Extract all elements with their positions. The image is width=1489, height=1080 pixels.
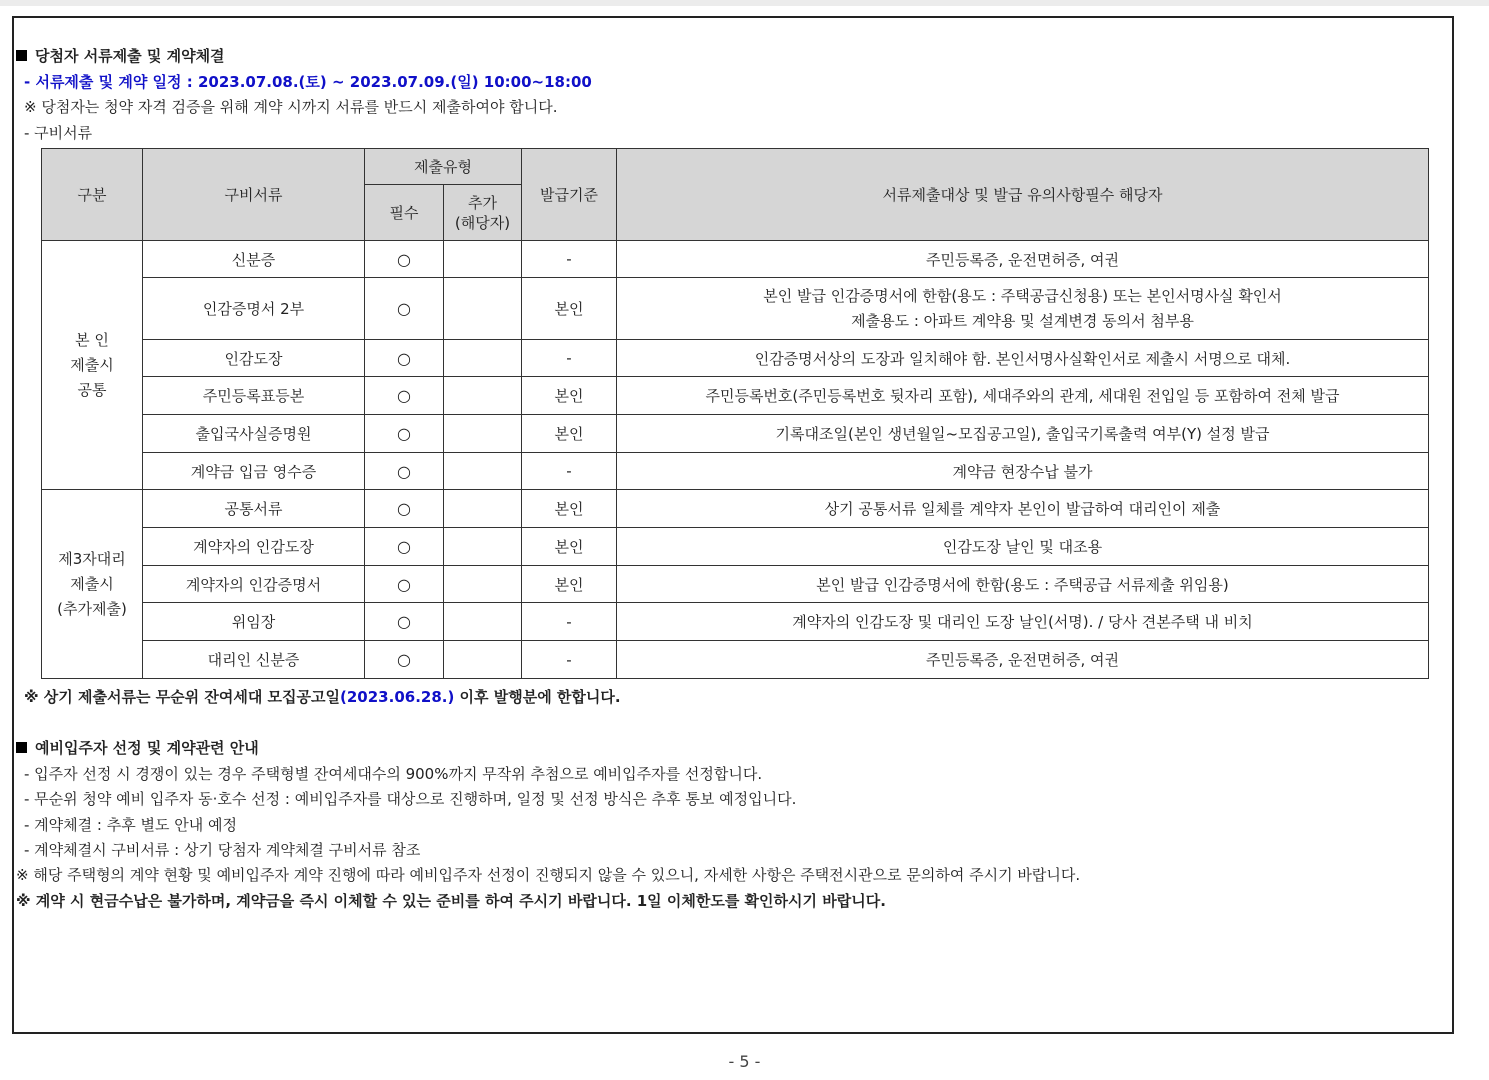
schedule-line: - 서류제출 및 계약 일정 : 2023.07.08.(토) ~ 2023.07.09.(일) 10:00~18:00 <box>24 73 592 91</box>
required-mark: ○ <box>365 641 444 679</box>
header-additional: 추가 (해당자) <box>444 185 522 241</box>
issuance-cell: 본인 <box>522 566 617 603</box>
page-number: - 5 - <box>728 1052 761 1071</box>
issuance-cell: - <box>522 241 617 278</box>
required-mark: ○ <box>365 603 444 641</box>
footnote-date: (2023.06.28.) <box>340 688 455 706</box>
footnote-text-end: 이후 발행분에 한합니다. <box>454 688 621 706</box>
additional-cell <box>444 415 522 453</box>
additional-cell <box>444 641 522 679</box>
table-row <box>42 641 1429 679</box>
header-required: 필수 <box>365 185 444 241</box>
issuance-cell: 본인 <box>522 528 617 566</box>
required-mark: ○ <box>365 453 444 490</box>
header-notes: 서류제출대상 및 발급 유의사항필수 해당자 <box>617 149 1429 241</box>
notes-cell: 기록대조일(본인 생년월일~모집공고일), 출입국기록출력 여부(Y) 설정 발급 <box>617 415 1429 453</box>
doc-cell: 공통서류 <box>143 490 365 528</box>
notes-cell: 인감증명서상의 도장과 일치해야 함. 본인서명사실확인서로 제출시 서명으로 대체. <box>617 340 1429 377</box>
table-row <box>42 278 1429 340</box>
reserve-line: - 계약체결시 구비서류 : 상기 당첨자 계약체결 구비서류 참조 <box>24 841 421 859</box>
payment-warning: ※ 계약 시 현금수납은 불가하며, 계약금을 즉시 이체할 수 있는 준비를 하여 주시기 바랍니다. 1일 이체한도를 확인하시기 바랍니다. <box>16 892 886 910</box>
table-row <box>42 453 1429 490</box>
group-label-proxy: 제3자대리 제출시 (추가제출) <box>42 490 143 679</box>
required-mark: ○ <box>365 528 444 566</box>
issuance-cell: - <box>522 641 617 679</box>
additional-cell <box>444 528 522 566</box>
table-row <box>42 377 1429 415</box>
required-mark: ○ <box>365 278 444 340</box>
notes-cell: 주민등록증, 운전면허증, 여권 <box>617 241 1429 278</box>
required-mark: ○ <box>365 415 444 453</box>
issuance-cell: - <box>522 453 617 490</box>
reserve-line: - 무순위 청약 예비 입주자 동·호수 선정 : 예비입주자를 대상으로 진행하며, 일정 및 선정 방식은 추후 통보 예정입니다. <box>24 790 797 808</box>
additional-cell <box>444 603 522 641</box>
required-documents-table <box>41 148 1429 679</box>
notes-cell: 본인 발급 인감증명서에 한함(용도 : 주택공급 서류제출 위임용) <box>617 566 1429 603</box>
notes-cell: 주민등록증, 운전면허증, 여권 <box>617 641 1429 679</box>
additional-cell <box>444 278 522 340</box>
issuance-cell: 본인 <box>522 415 617 453</box>
additional-cell <box>444 340 522 377</box>
doc-cell: 출입국사실증명원 <box>143 415 365 453</box>
doc-cell: 계약자의 인감도장 <box>143 528 365 566</box>
issuance-cell: - <box>522 340 617 377</box>
section-title: 당첨자 서류제출 및 계약체결 <box>35 47 225 65</box>
required-mark: ○ <box>365 566 444 603</box>
notes-cell: 본인 발급 인감증명서에 한함(용도 : 주택공급신청용) 또는 본인서명사실 확인서 제출용도 : 아파트 계약용 및 설계변경 동의서 첨부용 <box>617 278 1429 340</box>
doc-cell: 대리인 신분증 <box>143 641 365 679</box>
doc-cell: 계약금 입금 영수증 <box>143 453 365 490</box>
table-row <box>42 241 1429 278</box>
document-frame <box>12 16 1454 1034</box>
issuance-cell: 본인 <box>522 278 617 340</box>
header-category: 구분 <box>42 149 143 241</box>
issuance-cell: 본인 <box>522 377 617 415</box>
notes-cell: 계약금 현장수납 불가 <box>617 453 1429 490</box>
notes-cell: 주민등록번호(주민등록번호 뒷자리 포함), 세대주와의 관계, 세대원 전입일 등 포함하여 전체 발급 <box>617 377 1429 415</box>
reserve-line: - 입주자 선정 시 경쟁이 있는 경우 주택형별 잔여세대수의 900%까지 무작위 추첨으로 예비입주자를 선정합니다. <box>24 765 763 783</box>
issuance-cell: - <box>522 603 617 641</box>
issuance-cell: 본인 <box>522 490 617 528</box>
required-mark: ○ <box>365 340 444 377</box>
documents-label: - 구비서류 <box>24 124 93 142</box>
section-heading-winner-contract <box>16 45 225 66</box>
table-row <box>42 340 1429 377</box>
submission-note: ※ 당첨자는 청약 자격 검증을 위해 계약 시까지 서류를 반드시 제출하여야 합니다. <box>24 98 558 116</box>
required-mark: ○ <box>365 490 444 528</box>
additional-cell <box>444 241 522 278</box>
doc-cell: 신분증 <box>143 241 365 278</box>
notes-cell: 인감도장 날인 및 대조용 <box>617 528 1429 566</box>
required-mark: ○ <box>365 241 444 278</box>
section-title: 예비입주자 선정 및 계약관련 안내 <box>35 739 259 757</box>
doc-cell: 주민등록표등본 <box>143 377 365 415</box>
group-label-self: 본 인 제출시 공통 <box>42 241 143 490</box>
header-submission-type: 제출유형 <box>365 149 522 185</box>
black-square-icon <box>16 50 27 61</box>
section-heading-reserve <box>16 737 259 758</box>
doc-cell: 인감증명서 2부 <box>143 278 365 340</box>
table-row <box>42 528 1429 566</box>
table-row <box>42 415 1429 453</box>
reserve-note: ※ 해당 주택형의 계약 현황 및 예비입주자 계약 진행에 따라 예비입주자 선정이 진행되지 않을 수 있으니, 자세한 사항은 주택전시관으로 문의하여 주시기 바랍니다. <box>16 866 1081 884</box>
header-issuance: 발급기준 <box>522 149 617 241</box>
additional-cell <box>444 377 522 415</box>
top-divider <box>0 0 1489 6</box>
header-document: 구비서류 <box>143 149 365 241</box>
additional-cell <box>444 490 522 528</box>
required-mark: ○ <box>365 377 444 415</box>
table-row <box>42 603 1429 641</box>
table-footnote <box>24 686 621 707</box>
notes-cell: 계약자의 인감도장 및 대리인 도장 날인(서명). / 당사 견본주택 내 비치 <box>617 603 1429 641</box>
footnote-text: ※ 상기 제출서류는 무순위 잔여세대 모집공고일 <box>24 688 341 706</box>
reserve-line: - 계약체결 : 추후 별도 안내 예정 <box>24 816 237 834</box>
notes-cell: 상기 공통서류 일체를 계약자 본인이 발급하여 대리인이 제출 <box>617 490 1429 528</box>
table-row <box>42 490 1429 528</box>
doc-cell: 위임장 <box>143 603 365 641</box>
black-square-icon <box>16 742 27 753</box>
additional-cell <box>444 453 522 490</box>
doc-cell: 인감도장 <box>143 340 365 377</box>
table-row <box>42 566 1429 603</box>
doc-cell: 계약자의 인감증명서 <box>143 566 365 603</box>
additional-cell <box>444 566 522 603</box>
